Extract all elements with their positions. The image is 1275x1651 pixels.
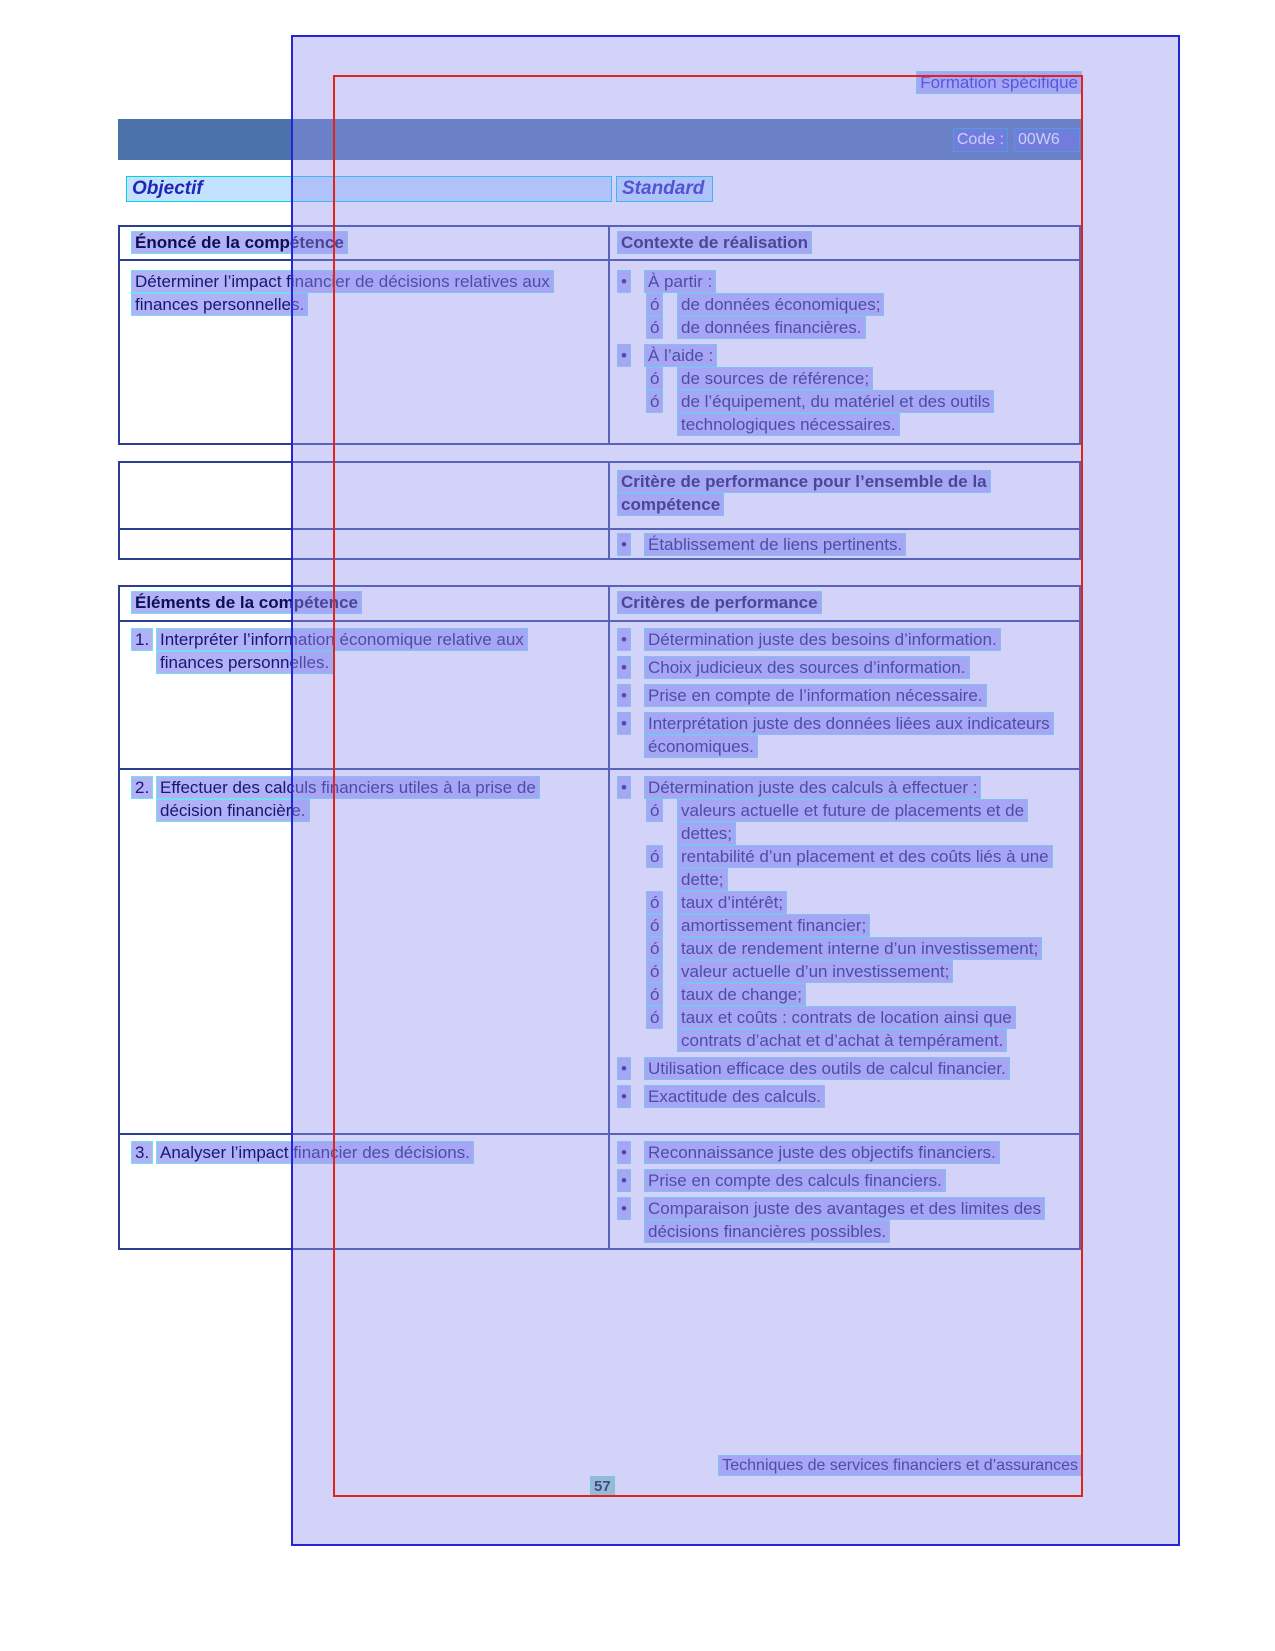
empty-cell [120,530,610,558]
criteria-1-cell [610,622,1079,768]
sub-bullet-marker [647,983,678,1006]
item-text: Détermination juste des besoins d’information. [645,629,1000,650]
item-text: Prise en compte des calculs financiers. [645,1170,945,1191]
element-1-number: 1. [132,629,152,650]
bullet-marker [618,712,645,735]
page-number [591,1477,614,1496]
item-text: À partir : [645,271,715,292]
criteria-header-cell [610,587,1079,620]
code-label: Code : [954,129,1007,151]
element-1-cell [120,622,610,768]
item-text: Comparaison juste des avantages et des limites des décisions financières possibles. [645,1198,1044,1242]
item-text: de sources de référence; [678,368,872,389]
criteria-2-cell [610,770,1079,1133]
standard-label: Standard [622,178,705,199]
bullet-marker [618,344,645,367]
marker-glyph: • [618,1170,630,1191]
page-number-text: 57 [591,1477,614,1496]
item-text: valeurs actuelle et future de placements et de dettes; [678,800,1027,844]
sub-bullet-item [647,367,1073,390]
item-text: À l’aide : [645,345,716,366]
marker-glyph: ó [647,317,662,338]
bullet-item [618,1057,1073,1080]
item-text: amortissement financier; [678,915,869,936]
bullet-item [618,776,1073,799]
bullet-marker [618,1197,645,1220]
sub-bullet-item [647,390,1073,436]
element-3-text: Analyser l’impact financier des décisions. [157,1142,473,1163]
item-text: Choix judicieux des sources d’information. [645,657,969,678]
element-2-text: Effectuer des calculs financiers utiles à la prise de décision financière. [157,777,539,821]
bullet-marker [618,684,645,707]
sub-bullet-marker [647,367,678,390]
sub-bullet-marker [647,914,678,937]
elements-header: Éléments de la compétence [132,592,361,613]
competency-statement-header-cell [120,227,610,259]
marker-glyph: • [618,1058,630,1079]
sub-bullet-item [647,960,1073,983]
realisation-context-header: Contexte de réalisation [618,232,811,253]
marker-glyph: • [618,534,630,555]
element-3 [132,1141,582,1164]
item-text: Prise en compte de l’information nécessaire. [645,685,986,706]
overall-criteria-header: Critère de performance pour l’ensemble de la compétence [618,470,1028,516]
sub-bullet-marker [647,316,678,339]
objective-standard-row [118,176,1081,203]
sub-bullet-item [647,983,1073,1006]
element-3-number: 3. [132,1142,152,1163]
section-title-text: Formation spécifique [917,72,1081,93]
bullet-marker [618,776,645,799]
bullet-item [618,270,1073,293]
marker-glyph: • [618,1198,630,1219]
marker-glyph: • [618,657,630,678]
item-text: Utilisation efficace des outils de calcul financier. [645,1058,1009,1079]
standard-box [616,176,713,202]
bullet-item [618,1197,1073,1243]
marker-glyph: • [618,345,630,366]
bullet-marker [618,1169,645,1192]
bullet-marker [618,1141,645,1164]
marker-glyph: • [618,629,630,650]
criteria-list-1 [618,628,1073,758]
bullet-marker [618,533,645,556]
sub-bullet-marker [647,845,678,868]
elements-header-cell [120,587,610,620]
marker-glyph: ó [647,1007,662,1028]
sub-bullet-item [647,799,1073,845]
element-2 [132,776,582,822]
sub-bullet-marker [647,390,678,413]
marker-glyph: ó [647,984,662,1005]
bullet-marker [618,1085,645,1108]
item-text: Interprétation juste des données liées aux indicateurs économiques. [645,713,1053,757]
sub-bullet-item [647,891,1073,914]
sub-bullet-item [647,1006,1073,1052]
empty-cell [120,463,610,528]
item-text: Détermination juste des calculs à effectuer : [645,777,980,798]
overall-criteria-list [618,533,1073,556]
marker-glyph: • [618,777,630,798]
item-text: Reconnaissance juste des objectifs financiers. [645,1142,999,1163]
marker-glyph: • [618,271,630,292]
sub-bullet-marker [647,937,678,960]
sub-bullet-item [647,914,1073,937]
marker-glyph: ó [647,961,662,982]
sub-bullet-marker [647,293,678,316]
sub-bullet-item [647,845,1073,891]
sub-bullet-marker [647,799,678,822]
realisation-context-header-cell [610,227,1079,259]
element-1 [132,628,582,674]
item-text: valeur actuelle d’un investissement; [678,961,952,982]
item-text: taux de change; [678,984,805,1005]
item-text: de l’équipement, du matériel et des outils technologiques nécessaires. [678,391,993,435]
sub-bullet-marker [647,1006,678,1029]
bullet-item [618,684,1073,707]
competency-statement-cell [120,261,610,443]
bullet-marker [618,656,645,679]
bullet-item [618,344,1073,367]
code-value: 00W6 [1015,129,1079,151]
section-title [917,72,1081,94]
marker-glyph: ó [647,800,662,821]
sub-bullet-item [647,316,1073,339]
marker-glyph: ó [647,892,662,913]
bullet-item [618,656,1073,679]
sub-bullet-item [647,293,1073,316]
bullet-item [618,533,1073,556]
criteria-list-2 [618,776,1073,1108]
marker-glyph: ó [647,915,662,936]
competency-statement-header: Énoncé de la compétence [132,232,347,253]
bullet-marker [618,1057,645,1080]
sub-bullet-item [647,937,1073,960]
sub-bullet-marker [647,891,678,914]
footer [719,1455,1081,1476]
elements-table [118,585,1081,1250]
item-text: de données financières. [678,317,865,338]
marker-glyph: ó [647,294,662,315]
sub-bullet-marker [647,960,678,983]
item-text: Établissement de liens pertinents. [645,534,905,555]
overall-criteria-table [118,461,1081,560]
realisation-context-cell [610,261,1079,443]
item-text: taux d’intérêt; [678,892,786,913]
footer-program-name: Techniques de services financiers et d’assurances [719,1456,1081,1475]
overall-criteria-header-cell [610,463,1079,528]
marker-glyph: ó [647,938,662,959]
bullet-item [618,1141,1073,1164]
bullet-item [618,712,1073,758]
overall-criteria-cell [610,530,1079,558]
marker-glyph: ó [647,846,662,867]
marker-glyph: • [618,1086,630,1107]
criteria-header: Critères de performance [618,592,821,613]
competency-statement: Déterminer l’impact financier de décisions relatives aux finances personnelles. [132,270,577,316]
element-2-number: 2. [132,777,152,798]
item-text: rentabilité d’un placement et des coûts liés à une dette; [678,846,1052,890]
item-text: taux et coûts : contrats de location ainsi que contrats d’achat et d’achat à tempérament. [678,1007,1015,1051]
bullet-item [618,628,1073,651]
objectif-label: Objectif [132,178,203,199]
competency-table [118,225,1081,445]
bullet-item [618,1169,1073,1192]
marker-glyph: • [618,685,630,706]
context-list [618,270,1073,436]
element-2-cell [120,770,610,1133]
element-1-text: Interpréter l’information économique relative aux finances personnelles. [157,629,527,673]
objectif-box [126,176,612,202]
marker-glyph: • [618,1142,630,1163]
element-3-cell [120,1135,610,1248]
item-text: taux de rendement interne d’un investissement; [678,938,1041,959]
bullet-item [618,1085,1073,1108]
title-bar [118,119,1081,160]
marker-glyph: ó [647,368,662,389]
item-text: de données économiques; [678,294,883,315]
bullet-marker [618,628,645,651]
criteria-3-cell [610,1135,1079,1248]
bullet-marker [618,270,645,293]
criteria-list-3 [618,1141,1073,1243]
marker-glyph: • [618,713,630,734]
item-text: Exactitude des calculs. [645,1086,824,1107]
marker-glyph: ó [647,391,662,412]
